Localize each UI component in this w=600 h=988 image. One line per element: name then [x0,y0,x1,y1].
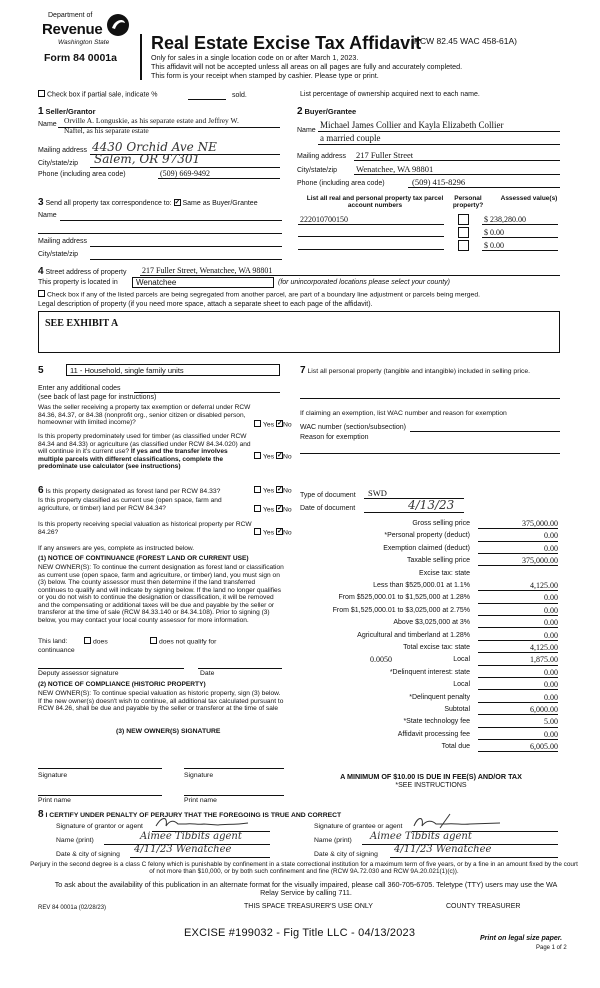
timber-yes-no [254,453,292,461]
timber-question-bold: If yes and the transfer involves multiple parcels with different classifications, complete the predominate use calculator (see instructions) [38,448,228,471]
notice-continuance-title: (1) NOTICE OF CONTINUANCE (FOREST LAND OR CURRENT USE) [38,555,249,562]
tax-row [300,593,558,605]
form-citation: (RCW 82.45 WAC 458-61A) [411,36,517,46]
assessed-col-header: Assessed value(s) [500,195,558,202]
parcel-col-header: List all real and personal property tax parcel account numbers [306,195,444,210]
forest-question: Is this property designated as forest land per RCW 84.33? [45,488,221,495]
tax-row-value[interactable]: 4,125.00 [478,643,558,653]
buyer-phone-value[interactable]: (509) 415-8296 [412,177,466,187]
street-address-line [140,275,560,276]
tax-row-label: Above $3,025,000 at 3% [393,619,470,627]
owner-print-line-1[interactable] [38,795,162,796]
buyer-section [297,106,356,118]
wac-number-label: WAC number (section/subsection) [300,424,406,431]
owner-signature-line-1[interactable] [38,768,162,769]
grantee-date-city-label: Date & city of signing [314,851,378,858]
reason-label: Reason for exemption [300,434,369,441]
tax-row [300,742,558,754]
tax-row [300,705,558,717]
minimum-due-note: A MINIMUM OF $10.00 IS DUE IN FEE(S) AND/OR TAX [340,772,522,781]
timber-yes-label: Yes [263,453,275,461]
personal-property-line-1[interactable] [300,398,560,399]
owner-signature-label-1: Signature [38,772,68,779]
partial-sale-checkbox[interactable] [38,90,45,97]
grantor-date-city-value[interactable]: 4/11/23 Wenatchee [134,844,232,855]
tax-row-label: *Delinquent penalty [409,693,470,701]
tax-row-label: Gross selling price [412,520,470,527]
corr-city-line[interactable] [90,259,282,260]
tax-row-value[interactable]: 0.00 [478,618,558,628]
section-8-number: 8 [38,809,44,820]
tax-row-value[interactable]: 5.00 [478,717,558,727]
buyer-mailing-label: Mailing address [297,153,347,160]
historical-yes-no [254,529,292,537]
legal-desc-label: Legal description of property (if you need more space, attach a separate sheet to each page of the affidavit). [38,301,373,308]
buyer-name-2[interactable]: a married couple [320,133,381,143]
tax-row-value[interactable]: 6,000.00 [478,705,558,715]
assessed-line-1 [482,224,558,225]
tax-row-value[interactable]: 0.00 [478,593,558,603]
personal-checkbox-2[interactable] [458,227,469,241]
new-owner-signature-title: (3) NEW OWNER(S) SIGNATURE [116,728,221,735]
exemption-yes-checkbox[interactable] [254,420,261,427]
tax-row-label: *State technology fee [403,718,470,726]
doc-date-label: Date of document [300,505,356,512]
corr-mailing-line[interactable] [90,246,282,247]
tax-row-label: Total excise tax: state [403,644,470,651]
deputy-signature-line[interactable] [38,668,184,669]
timber-question [38,433,252,471]
tax-row-label: From $525,000.01 to $1,525,000 at 1.28% [338,594,470,602]
tax-row-label: Agricultural and timberland at 1.28% [357,631,470,639]
current-use-question: Is this property classified as current use (open space, farm and agriculture, or timber) land per RCW 84.34? [38,497,222,512]
historical-yes-checkbox[interactable] [254,528,261,535]
grantee-name-label: Name (print) [314,837,352,844]
corr-name-line-2[interactable] [38,233,282,234]
buyer-heading: Buyer/Grantee [304,107,357,116]
corr-name-line[interactable] [60,220,282,221]
use-code-select[interactable]: 11 - Household, single family units [66,364,280,376]
seller-phone-label: Phone (including area code) [38,171,126,178]
seller-city-value[interactable]: Salem, OR 97301 [94,152,201,166]
tax-row [300,569,558,581]
tax-row [300,631,558,643]
buyer-name-line [318,131,560,132]
dor-swirl-icon [106,13,130,37]
tax-row-label: Exemption claimed (deduct) [383,544,470,552]
buyer-phone-label: Phone (including area code) [297,180,385,187]
buyer-city-line [354,174,560,175]
street-label: Street address of property [45,269,127,276]
alternate-format-notice: To ask about the availability of this publication in an alternate format for the visually impaired, please call 360-705-6705. Teletype (TTY) users may use the WA Relay Service by calling 711. [54,880,558,897]
tax-row-value[interactable]: 0.00 [478,544,558,554]
page-number: Page 1 of 2 [536,945,567,951]
partial-sale-label: Check box if partial sale, indicate % [47,91,158,99]
tax-row [300,606,558,618]
current-use-no-label: No [282,506,292,514]
tax-row-value[interactable]: 0.00 [478,531,558,541]
tax-row-label: Taxable selling price [406,557,470,565]
current-use-yes-label: Yes [263,506,275,514]
wac-number-line[interactable] [410,431,560,432]
this-land-label: This land: [38,638,68,645]
corr-name-label: Name [38,212,57,219]
forest-no-checkbox[interactable]: ✓ [276,486,283,493]
section-5-number: 5 [38,365,44,376]
grantee-signature-label: Signature of grantee or agent [314,823,403,830]
owner-signature-line-2[interactable] [184,768,284,769]
seller-name-1[interactable]: Orville A. Longuskie, as his separate estate and Jeffrey W. [64,116,239,125]
parcel-line-1 [298,224,444,225]
segregated-checkbox[interactable] [38,290,45,297]
buyer-mailing-value[interactable]: 217 Fuller Street [356,150,414,160]
see-instructions-note: *SEE INSTRUCTIONS [395,782,467,789]
tax-row [300,556,558,568]
personal-col-header: Personal property? [452,195,484,210]
grantor-signature-image [152,814,252,830]
deputy-date-label: Date [200,670,215,677]
tax-row [300,717,558,729]
historical-no-label: No [282,529,292,537]
legal-description-box[interactable] [38,311,560,353]
notice-continuance-body: NEW OWNER(S): To continue the current designation as forest land or classification as current use (open space, farm and agriculture, or timber) land, you must sign on (3) below. The county assessor must then determine if the land transferred continues to qualify and will indicate by signing below. If the land no longer qualifies or you do not wish to continue the designation or classification, it will be removed and the compensating or additional taxes will be due and payable by the seller or transferor at the time of sale (RCW 84.33.140 or 84.34.108). Prior to signing (3) below, you may contact your local county assessor for more information. [38,564,284,624]
tax-row-value[interactable]: 375,000.00 [478,556,558,566]
timber-yes-checkbox[interactable] [254,452,261,459]
segregated-row [38,291,480,299]
street-address-value[interactable]: 217 Fuller Street, Wenatchee, WA 98801 [142,266,273,275]
tax-row [300,519,558,531]
located-label: This property is located in [38,279,118,286]
corr-city-label: City/state/zip [38,251,79,258]
doc-date-line [364,512,464,513]
exemption-yes-no [254,421,292,429]
grantor-date-city-label: Date & city of signing [56,851,120,858]
exemption-no-checkbox[interactable]: ✓ [276,420,283,427]
correspondence-row [38,197,258,209]
form-number: Form 84 0001a [44,52,117,64]
tax-row [300,680,558,692]
buyer-name-1[interactable]: Michael James Collier and Kayla Elizabeth Collier [320,120,504,130]
street-row [38,266,126,278]
section-3-number: 3 [38,197,44,208]
seller-mailing-value[interactable]: 4430 Orchid Ave NE [92,140,217,154]
excise-stamp: EXCISE #199032 - Fig Title LLC - 04/13/2023 [184,927,416,939]
tax-row-value[interactable]: 375,000.00 [478,519,558,529]
buyer-phone-line [408,187,560,188]
logo-revenue: Revenue [42,21,103,38]
reason-line[interactable] [300,453,560,454]
land-does-label: does [93,638,108,646]
doc-type-value[interactable]: SWD [368,488,387,498]
land-does-row [84,638,108,646]
forest-yes-label: Yes [263,487,275,495]
tax-row [300,693,558,705]
current-use-no-checkbox[interactable]: ✓ [276,505,283,512]
exemption-no-label: No [282,421,292,429]
parcel-line-2[interactable] [298,236,444,237]
seller-mailing-label: Mailing address [38,147,88,154]
treasurer-use-label: THIS SPACE TREASURER'S USE ONLY [244,903,373,910]
header-note-2: This affidavit will not be accepted unless all areas on all pages are fully and accurately completed. [151,62,463,71]
correspondence-label: Send all property tax correspondence to: [45,200,172,207]
local-rate-value[interactable]: 0.0050 [370,655,392,665]
land-does-not-checkbox[interactable] [150,637,157,644]
section-7 [300,365,558,377]
tax-row-value[interactable]: 0.00 [478,693,558,703]
tax-row-value[interactable]: 0.00 [478,730,558,740]
same-as-buyer-checkbox[interactable]: ✓ [174,198,181,206]
notice-compliance-body: NEW OWNER(S): To continue special valuation as historic property, sign (3) below. If the new owner(s) doesn't wish to continue, all additional tax calculated pursuant to RCW 84.26, shall be due and payable by the seller or transferor at the time of sale [38,690,284,713]
segregated-label: Check box if any of the listed parcels are being segregated from another parcel, are part of a boundary line adjustment or parcels being merged. [47,291,480,299]
grantee-date-city-value[interactable]: 4/11/23 Wenatchee [394,844,492,855]
form-title: Real Estate Excise Tax Affidavit [151,33,422,53]
partial-sale-percent-line[interactable] [188,99,226,100]
forest-no-label: No [282,487,292,495]
tax-row-value[interactable]: 0.00 [478,631,558,641]
tax-row-label: Subtotal [444,706,470,713]
tax-row [300,581,558,593]
see-back-note: (see back of last page for instructions) [38,394,157,401]
seller-phone-line [158,178,280,179]
section-4-number: 4 [38,266,44,277]
tax-row-label: Total due [441,743,470,751]
grantee-signature-image [410,812,510,830]
located-select[interactable]: Wenatchee [132,277,274,288]
additional-codes-line[interactable] [134,392,280,393]
forest-yes-checkbox[interactable] [254,486,261,493]
exempt-wac-label: If claiming an exemption, list WAC number and reason for exemption [300,410,507,417]
logo-department-of: Department of [48,12,93,19]
owner-signature-label-2: Signature [184,772,214,779]
continuance-label: continuance [38,647,75,654]
print-legal-note: Print on legal size paper. [480,935,563,942]
personal-checkbox-3[interactable] [458,240,469,254]
timber-no-label: No [282,453,292,461]
historical-yes-label: Yes [263,529,275,537]
tax-row [300,668,558,680]
timber-question-text: Is this property predominately used for timber (as classified under RCW 84.34 and 84.33) or agriculture (as classified under RCW 84.34.020) and will continue in it's current use? [38,433,251,456]
current-use-yes-no [254,506,292,514]
same-as-buyer-label: Same as Buyer/Grantee [182,200,258,207]
seller-city-line [90,167,280,168]
assessed-line-3 [482,250,558,251]
land-does-not-label: does not qualify for [159,638,217,646]
county-treasurer-label: COUNTY TREASURER [446,903,521,910]
seller-heading: Seller/Grantor [45,107,96,116]
tax-row [300,618,558,630]
parcel-line-3[interactable] [298,249,444,250]
notice-compliance-title: (2) NOTICE OF COMPLIANCE (HISTORIC PROPERTY) [38,681,206,688]
additional-codes-label: Enter any additional codes [38,385,121,392]
unincorporated-note: (for unincorporated locations please select your county) [278,279,450,286]
grantor-name-value[interactable]: Aimee Tibbits agent [140,831,242,842]
tax-row [300,730,558,742]
buyer-name-line-2 [318,144,560,145]
grantor-date-city-line [130,857,270,858]
local-tax-row [300,655,558,667]
buyer-name-label: Name [297,127,316,134]
local-tax-label: Local [453,656,470,664]
dor-logo [42,12,132,82]
section-2-number: 2 [297,106,303,117]
owner-print-line-2[interactable] [184,795,284,796]
partial-sale-row [38,91,158,99]
historical-question: Is this property receiving special valuation as historical property per RCW 84.26? [38,521,252,536]
land-does-not-row [150,638,216,646]
tax-row-value[interactable]: 0.00 [478,606,558,616]
grantor-signature-label: Signature of grantor or agent [56,823,143,830]
exemption-yes-label: Yes [263,421,275,429]
forest-row [38,485,220,497]
parcel-number-1[interactable]: 222010700150 [300,215,348,224]
exemption-question: Was the seller receiving a property tax exemption or deferral under RCW 84.36, 84.37, or 84.38 (nonprofit org., senior citizen or disabled person, homeowner with limited income)? [38,404,251,427]
section-7-number: 7 [300,365,306,376]
deputy-date-line[interactable] [198,668,282,669]
historical-no-checkbox[interactable]: ✓ [276,528,283,535]
tax-row [300,544,558,556]
land-does-checkbox[interactable] [84,637,91,644]
current-use-yes-checkbox[interactable] [254,505,261,512]
header-divider [140,34,142,80]
legal-description-text: SEE EXHIBIT A [45,318,119,329]
revision-code: REV 84 0001a (02/28/23) [38,905,107,911]
tax-row [300,531,558,543]
ownership-note: List percentage of ownership acquired next to each name. [300,91,480,98]
tax-row-label: Affidavit processing fee [397,730,470,738]
tax-row [300,643,558,655]
personal-checkbox-1[interactable] [458,214,469,228]
tax-row-label: *Personal property (deduct) [384,532,470,540]
timber-no-checkbox[interactable]: ✓ [276,452,283,459]
local-tax-value[interactable]: 1,875.00 [478,655,558,665]
buyer-city-label: City/state/zip [297,167,338,174]
doc-date-value[interactable]: 4/13/23 [408,498,455,512]
tax-row-value[interactable]: 0.00 [478,668,558,678]
header-note-3: This form is your receipt when stamped by cashier. Please type or print. [151,71,379,80]
tax-row-value[interactable]: 4,125.00 [478,581,558,591]
doc-type-label: Type of document [300,492,356,499]
owner-print-label-2: Print name [184,797,217,804]
partial-sale-sold: sold. [232,92,247,99]
grantee-date-city-line [390,857,558,858]
if-yes-note: If any answers are yes, complete as instructed below. [38,545,195,552]
corr-mailing-label: Mailing address [38,238,88,245]
buyer-city-value[interactable]: Wenatchee, WA 98801 [356,164,434,174]
grantee-name-value[interactable]: Aimee Tibbits agent [370,831,472,842]
assessed-line-2 [482,237,558,238]
seller-city-label: City/state/zip [38,160,79,167]
assessed-value-2[interactable]: $ 0.00 [484,228,504,237]
seller-name-label: Name [38,121,57,128]
section-1-number: 1 [38,106,44,117]
perjury-notice: Perjury in the second degree is a class C felony which is punishable by confinement in a state correctional institution for a maximum term of five years, or by a fine in an amount fixed by the court of not more than $10,000, or by both such confinement and fine (RCW 9A.72.030 and RCW 9A.20.021(1)(c)). [30,861,578,876]
buyer-mailing-line [354,160,560,161]
tax-row-value[interactable]: 0.00 [478,680,558,690]
personal-property-label: List all personal property (tangible and intangible) included in selling price. [307,368,531,375]
logo-wa-state: Washington State [58,39,110,46]
deputy-signature-label: Deputy assessor signature [38,670,119,677]
seller-phone-value[interactable]: (509) 669-9492 [160,169,210,178]
forest-yes-no [254,487,292,495]
assessed-value-1[interactable]: $ 238,280.00 [484,215,526,224]
header-note-1: Only for sales in a single location code on or after March 1, 2023. [151,53,359,62]
owner-print-label-1: Print name [38,797,71,804]
tax-row-label: Local [453,681,470,689]
certify-statement: I CERTIFY UNDER PENALTY OF PERJURY THAT THE FOREGOING IS TRUE AND CORRECT [45,812,342,819]
tax-row-label: *Delinquent interest: state [389,668,470,676]
seller-name-2[interactable]: Naftel, as his separate estate [64,126,149,135]
tax-row-label: From $1,525,000.01 to $3,025,000 at 2.75% [332,606,470,614]
tax-row-value[interactable]: 6,005.00 [478,742,558,752]
assessed-value-3[interactable]: $ 0.00 [484,241,504,250]
tax-row-label: Excise tax: state [419,569,470,577]
tax-row-label: Less than $525,000.01 at 1.1% [373,582,470,589]
grantor-name-label: Name (print) [56,837,94,844]
section-6-number: 6 [38,485,44,496]
